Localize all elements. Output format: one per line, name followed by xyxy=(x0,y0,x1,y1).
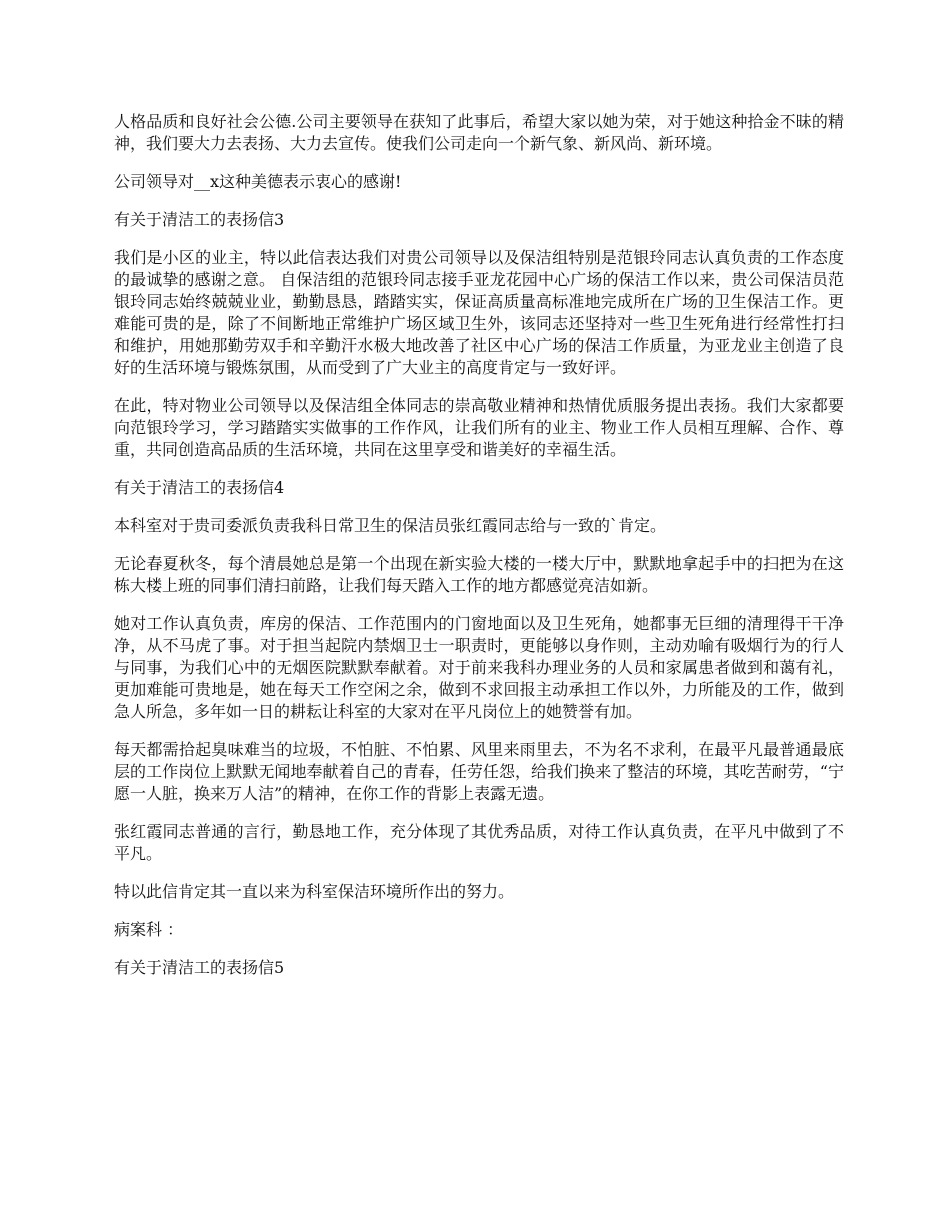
section-heading-5: 有关于清洁工的表扬信5 xyxy=(114,958,285,977)
document-body xyxy=(114,111,844,995)
paragraph-letter3-body: 我们是小区的业主，特以此信表达我们对贵公司领导以及保洁组特别是范银玲同志认真负责的工作态度的最诚挚的感谢之意。 自保洁组的范银玲同志接手亚龙花园中心广场的保洁工作以来，贵公司保洁员范银玲同志始终兢兢业业，勤勤恳恳，踏踏实实，保证高质量高标准地完成所在广场的卫生保洁工作。更难能可贵的是，除了不间断地正常维护广场区域卫生外，该同志还坚持对一些卫生死角进行经常性打扫和维护，用她那勤劳双手和辛勤汗水极大地改善了社区中心广场的保洁工作质量，为亚龙业主创造了良好的生活环境与锻炼氛围，从而受到了广大业主的高度肯定与一致好评。 xyxy=(114,248,844,377)
section-heading-4: 有关于清洁工的表扬信4 xyxy=(114,478,285,497)
paragraph-letter4-dedication: 每天都需拾起臭味难当的垃圾，不怕脏、不怕累、风里来雨里去，不为名不求利，在最平凡最普通最底层的工作岗位上默默无闻地奉献着自己的青春，任劳任怨，给我们换来了整洁的环境，其吃苦耐劳，“宁愿一人脏，换来万人洁”的精神，在你工作的背影上表露无遗。 xyxy=(114,740,844,803)
paragraph-thanks: 公司领导对__x这种美德表示衷心的感谢! xyxy=(114,172,402,191)
paragraph-letter4-morning: 无论春夏秋冬，每个清晨她总是第一个出现在新实验大楼的一楼大厅中，默默地拿起手中的扫把为在这栋大楼上班的同事们清扫前路，让我们每天踏入工作的地方都感觉亮洁如新。 xyxy=(114,554,844,595)
paragraph-letter4-intro: 本科室对于贵司委派负责我科日常卫生的保洁员张红霞同志给与一致的`肯定。 xyxy=(114,516,667,535)
paragraph-letter4-summary: 张红霞同志普通的言行，勤恳地工作，充分体现了其优秀品质，对待工作认真负责，在平凡中做到了不平凡。 xyxy=(114,822,844,863)
paragraph-letter4-closing: 特以此信肯定其一直以来为科室保洁环境所作出的努力。 xyxy=(114,882,515,901)
section-heading-3: 有关于清洁工的表扬信3 xyxy=(114,210,285,229)
paragraph-letter4-duties: 她对工作认真负责，库房的保洁、工作范围内的门窗地面以及卫生死角，她都事无巨细的清理得干干净净，从不马虎了事。对于担当起院内禁烟卫士一职责时，更能够以身作则，主动劝喻有吸烟行为的行人与同事，为我们心中的无烟医院默默奉献着。对于前来我科办理业务的人员和家属患者做到和蔼有礼，更加难能可贵地是，她在每天工作空闲之余，做到不求回报主动承担工作以外，力所能及的工作，做到急人所急，多年如一日的耕耘让科室的大家对在平凡岗位上的她赞誉有加。 xyxy=(114,614,844,721)
signature-department: 病案科 ： xyxy=(114,920,184,939)
paragraph-intro-continued: 人格品质和良好社会公德.公司主要领导在获知了此事后，希望大家以她为荣，对于她这种拾金不昧的精神，我们要大力去表扬、大力去宣传。使我们公司走向一个新气象、新风尚、新环境。 xyxy=(114,112,844,153)
paragraph-letter3-praise: 在此，特对物业公司领导以及保洁组全体同志的崇高敬业精神和热情优质服务提出表扬。我们大家都要向范银玲学习，学习踏踏实实做事的工作作风，让我们所有的业主、物业工作人员相互理解、合作、尊重，共同创造高品质的生活环境，共同在这里享受和谐美好的幸福生活。 xyxy=(114,396,844,459)
